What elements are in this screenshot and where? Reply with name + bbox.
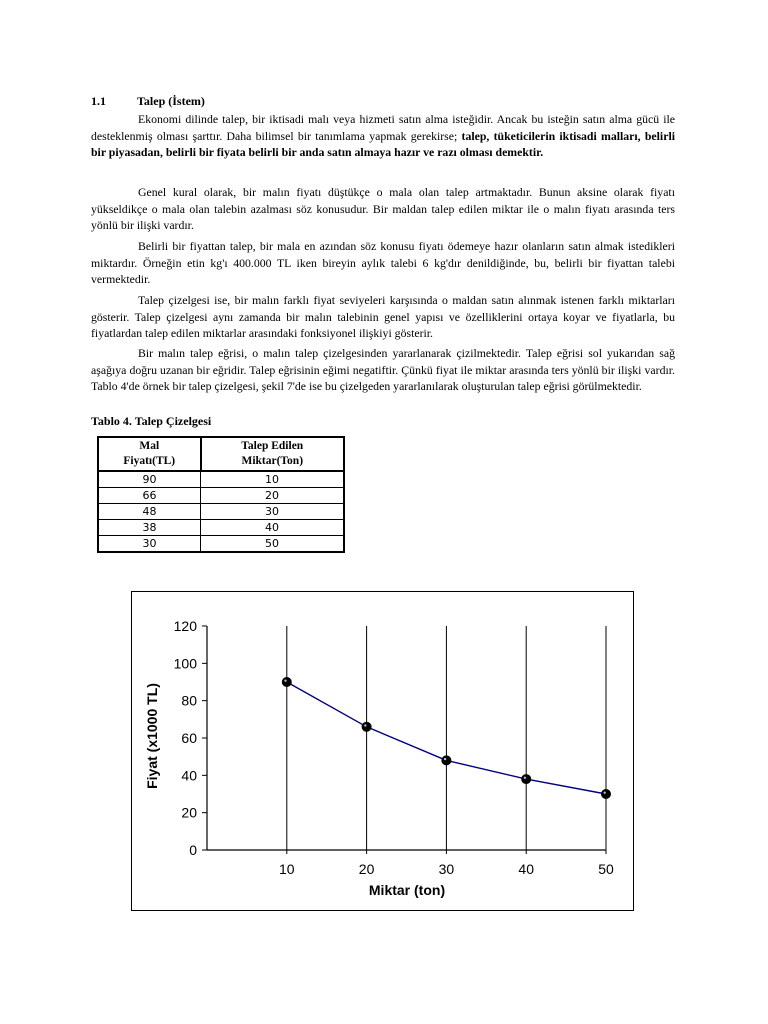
section-number: 1.1 [91,94,106,108]
paragraph-1-definition: talep, tüketicilerin iktisadi malları, belirli bir piyasadan, belirli bir fiyata belirli bir anda satın almaya hazır ve razı olması demektir. [91,128,676,159]
table-header-quantity [201,437,345,471]
data-point [522,775,531,784]
header-price-line1: Mal [139,440,160,452]
table-row [98,488,344,504]
x-tick-label: 50 [598,861,614,877]
data-point-highlight [364,724,366,726]
header-quantity-line1: Talep Edilen [241,440,304,452]
x-tick-label: 30 [438,861,455,877]
demand-chart-frame [131,591,634,911]
paragraph-2: Genel kural olarak, bir malın fiyatı düştükçe o mala olan talep artmaktadır. Bunun aksine olarak fiyatı yükseldikçe o mala olan talebin azalması söz konusudur. Bir maldan talep edilen miktar ile o malın fiyatı arasında ters yönlü bir ilişki vardır. [91,185,675,232]
data-point [362,722,371,731]
y-tick-label: 100 [173,655,197,672]
table-row [98,471,344,488]
price-cell: 38 [98,520,201,536]
table-caption: Tablo 4. Talep Çizelgesi [91,414,212,428]
quantity-cell: 20 [201,488,345,504]
price-cell: 48 [98,504,201,520]
chart-gridlines [287,626,606,850]
price-cell: 66 [98,488,201,504]
paragraph-4: Talep çizelgesi ise, bir malın farklı fiyat seviyeleri karşısında o maldan satın alınmak istenen farklı miktarları gösterir. Talep çizelgesi aynı zamanda bir malın talebinin genel yapısı ve özelliklerini ortaya koyar ve fiyatlarla, bu fiyatlardan talep edilen miktarlar arasındaki fonksiyonel ilişkiyi gösterir. [91,293,675,340]
price-cell: 30 [98,536,201,553]
quantity-cell: 10 [201,471,345,488]
paragraph-5: Bir malın talep eğrisi, o malın talep çizelgesinden yararlanarak çizilmektedir. Talep eğrisi sol yukarıdan sağ aşağıya doğru uzanan bir eğridir. Talep eğrisinin eğimi negatiftir. Çünkü fiyat ile miktar arasında ters yönlü bir ilişki vardır. Tablo 4'de örnek bir talep çizelgesi, şekil 7'de ise bu çizelgeden yararlanılarak oluşturulan talep eğrisi görülmektedir. [91,346,675,393]
table-row [98,520,344,536]
y-tick-label: 60 [181,730,197,746]
x-axis-title: Miktar (ton) [368,882,446,898]
quantity-cell: 40 [201,520,345,536]
y-tick-labels [174,618,198,858]
section-heading [91,94,205,109]
quantity-cell: 50 [201,536,345,553]
x-tick-label: 10 [279,861,295,877]
demand-curve-chart [132,592,632,909]
y-tick-label: 120 [173,618,197,634]
y-axis-title: Fiyat (x1000 TL) [144,683,160,789]
y-tick-label: 80 [181,692,197,709]
data-point-highlight [524,777,526,779]
table-row [98,504,344,520]
x-tick-labels [279,861,614,877]
paragraph-3: Belirli bir fiyattan talep, bir mala en azından söz konusu fiyatı ödemeye hazır olanların satın almak istedikleri miktardır. Örneğin etin kg'ı 400.000 TL iken bireyin aylık talebi 6 kg'dır denildiğinde, bu, belirli bir fiyattan talebi vermektedir. [91,239,675,286]
data-point-highlight [444,758,446,760]
data-point-highlight [604,792,606,794]
y-tick-label: 40 [181,767,197,784]
price-cell: 90 [98,471,201,488]
data-point [602,790,611,799]
x-tick-label: 20 [358,861,375,877]
y-tick-label: 0 [189,842,197,858]
data-point [282,678,291,687]
paragraph-1 [91,111,675,161]
table-header-price [98,437,201,471]
paragraph-1-text: Ekonomi dilinde talep, bir iktisadi malı veya hizmeti satın alma isteğidir. Ancak bu isteğin satın alma gücü ile desteklenmiş olması şarttır. Daha bilimsel bir tanımlama yapmak gerekirse; [91,112,675,143]
chart-axes [202,626,606,854]
header-quantity-line2: Miktar(Ton) [241,455,304,467]
data-point [442,756,451,765]
header-price-line2: Fiyatı(TL) [123,455,176,467]
table-row [98,536,344,553]
demand-table [97,436,345,553]
y-tick-label: 20 [181,804,197,821]
x-tick-label: 40 [518,861,534,877]
section-title: Talep (İstem) [137,94,205,108]
quantity-cell: 30 [201,504,345,520]
data-point-highlight [284,680,286,682]
